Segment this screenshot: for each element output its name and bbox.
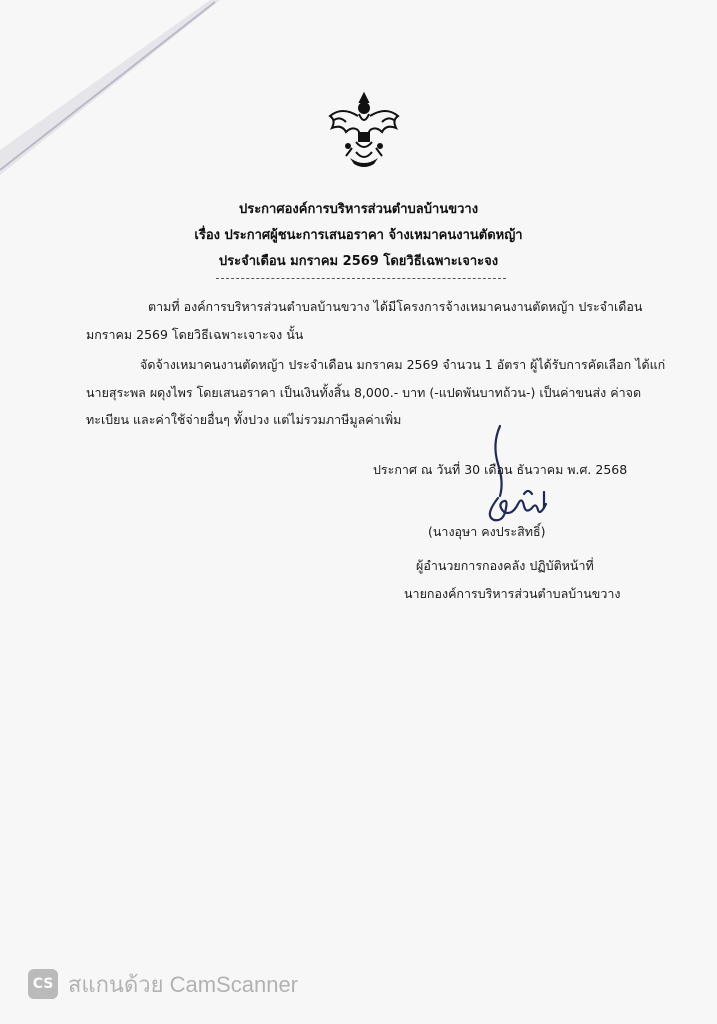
paragraph2-line1: จัดจ้างเหมาคนงานตัดหญ้า ประจำเดือน มกราคม 2569 จำนวน 1 อัตรา ผู้ได้รับการคัดเลือก ได้แก่ (140, 357, 666, 372)
handwritten-signature (478, 424, 558, 534)
garuda-emblem-icon (322, 86, 406, 170)
paragraph1-line1: ตามที่ องค์การบริหารส่วนตำบลบ้านขวาง ได้มีโครงการจ้างเหมาคนงานตัดหญ้า ประจำเดือน (148, 299, 643, 314)
paragraph1-line2: มกราคม 2569 โดยวิธีเฉพาะเจาะจง นั้น (86, 327, 304, 342)
heading-divider (216, 278, 506, 279)
camscanner-watermark (28, 968, 298, 1000)
heading-period: ประจำเดือน มกราคม 2569 โดยวิธีเฉพาะเจาะจง (218, 254, 499, 269)
folded-corner (0, 0, 220, 200)
signer-position-1: ผู้อำนวยการกองคลัง ปฏิบัติหน้าที่ (416, 558, 594, 573)
camscanner-text: สแกนด้วย CamScanner (68, 971, 299, 997)
paragraph2-line2: นายสุระพล ผดุงไพร โดยเสนอราคา เป็นเงินทั้งสิ้น 8,000.- บาท (-แปดพันบาทถ้วน-) เป็นค่าขนส่ง ค่าจด (86, 385, 642, 400)
paragraph2-line3: ทะเบียน และค่าใช้จ่ายอื่นๆ ทั้งปวง แต่ไม่รวมภาษีมูลค่าเพิ่ม (86, 412, 402, 427)
camscanner-logo-icon: CS (28, 969, 58, 999)
heading-organization: ประกาศองค์การบริหารส่วนตำบลบ้านขวาง (238, 202, 479, 217)
signer-name: (นางอุษา คงประสิทธิ์) (428, 524, 546, 539)
announce-date: ประกาศ ณ วันที่ 30 เดือน ธันวาคม พ.ศ. 2568 (373, 462, 628, 477)
heading-subject: เรื่อง ประกาศผู้ชนะการเสนอราคา จ้างเหมาคนงานตัดหญ้า (194, 228, 523, 243)
signer-position-2: นายกองค์การบริหารส่วนตำบลบ้านขวาง (404, 586, 621, 601)
